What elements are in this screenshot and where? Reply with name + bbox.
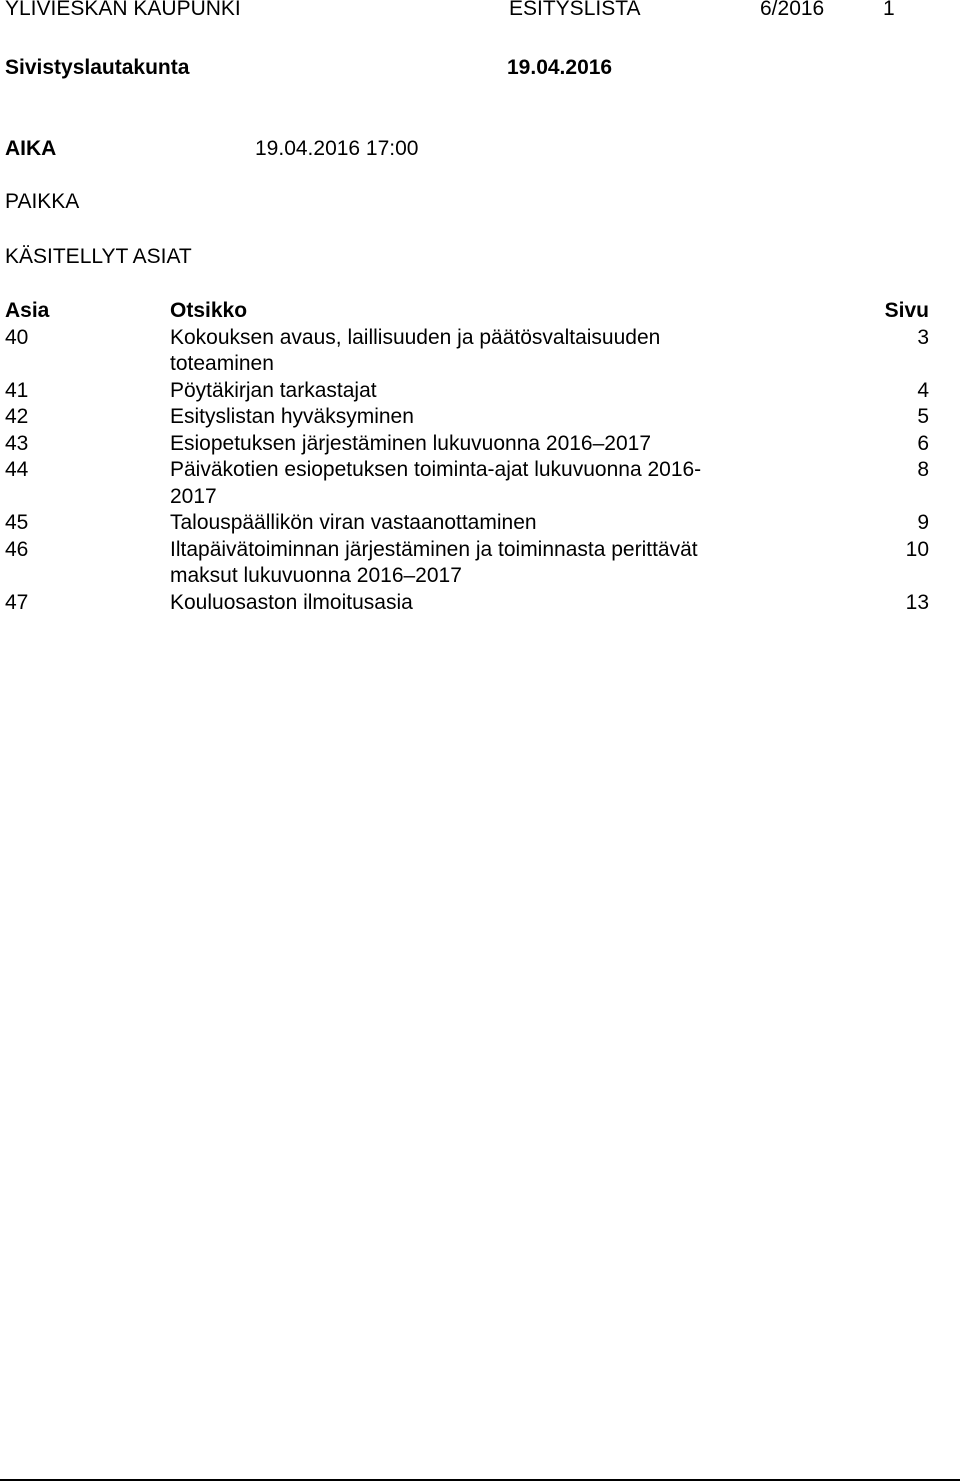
agenda-item-title: Iltapäivätoiminnan järjestäminen ja toiminnasta perittävät maksut lukuvuonna 2016–2017	[170, 537, 698, 587]
document-type: ESITYSLISTA	[509, 0, 641, 20]
agenda-item-title: Päiväkotien esiopetuksen toiminta-ajat lukuvuonna 2016-2017	[170, 458, 702, 508]
agenda-item-title: Esiopetuksen järjestäminen lukuvuonna 2016–2017	[170, 431, 652, 455]
time-label: AIKA	[5, 137, 57, 160]
agenda-item-title: Esityslistan hyväksyminen	[170, 405, 414, 428]
agenda-item-number: 40	[5, 325, 29, 349]
footer-divider	[0, 1479, 960, 1481]
place-label: PAIKKA	[5, 190, 80, 213]
agenda-item-page: 5	[917, 405, 929, 428]
agenda-item-page: 10	[905, 537, 929, 561]
agenda-row	[5, 404, 929, 431]
agenda-item-page: 3	[917, 325, 929, 349]
agenda-item-title: Kokouksen avaus, laillisuuden ja päätösvaltaisuuden toteaminen	[170, 325, 661, 375]
agenda-heading: KÄSITELLYT ASIAT	[5, 245, 192, 268]
column-header-title: Otsikko	[170, 299, 248, 322]
agenda-row	[5, 537, 929, 590]
agenda-row	[5, 590, 929, 617]
agenda-row	[5, 510, 929, 537]
agenda-row	[5, 378, 929, 405]
agenda-item-title: Pöytäkirjan tarkastajat	[170, 378, 377, 402]
agenda-item-page: 6	[917, 431, 929, 455]
agenda-item-page: 9	[917, 511, 929, 534]
meeting-date: 19.04.2016	[507, 56, 613, 79]
agenda-item-number: 47	[5, 590, 29, 614]
agenda-item-number: 45	[5, 511, 29, 534]
agenda-item-number: 44	[5, 458, 29, 481]
agenda-item-page: 8	[917, 458, 929, 481]
document-number: 6/2016	[760, 0, 825, 20]
agenda-item-title: Kouluosaston ilmoitusasia	[170, 590, 413, 614]
agenda-item-number: 41	[5, 378, 29, 402]
agenda-item-number: 46	[5, 537, 29, 561]
agenda-row	[5, 457, 929, 510]
committee-name: Sivistyslautakunta	[5, 56, 190, 79]
agenda-item-page: 4	[917, 378, 929, 402]
agenda-item-number: 42	[5, 405, 29, 428]
time-value: 19.04.2016 17:00	[255, 137, 419, 160]
agenda-item-page: 13	[905, 590, 929, 614]
agenda-header-row	[5, 298, 929, 325]
column-header-number: Asia	[5, 299, 50, 322]
agenda-row	[5, 431, 929, 458]
column-header-page: Sivu	[884, 299, 929, 322]
agenda-row	[5, 325, 929, 378]
page-number: 1	[883, 0, 895, 20]
organization-name: YLIVIESKAN KAUPUNKI	[5, 0, 241, 20]
agenda-item-number: 43	[5, 431, 29, 455]
agenda-item-title: Talouspäällikön viran vastaanottaminen	[170, 511, 537, 534]
agenda-table	[5, 298, 929, 616]
